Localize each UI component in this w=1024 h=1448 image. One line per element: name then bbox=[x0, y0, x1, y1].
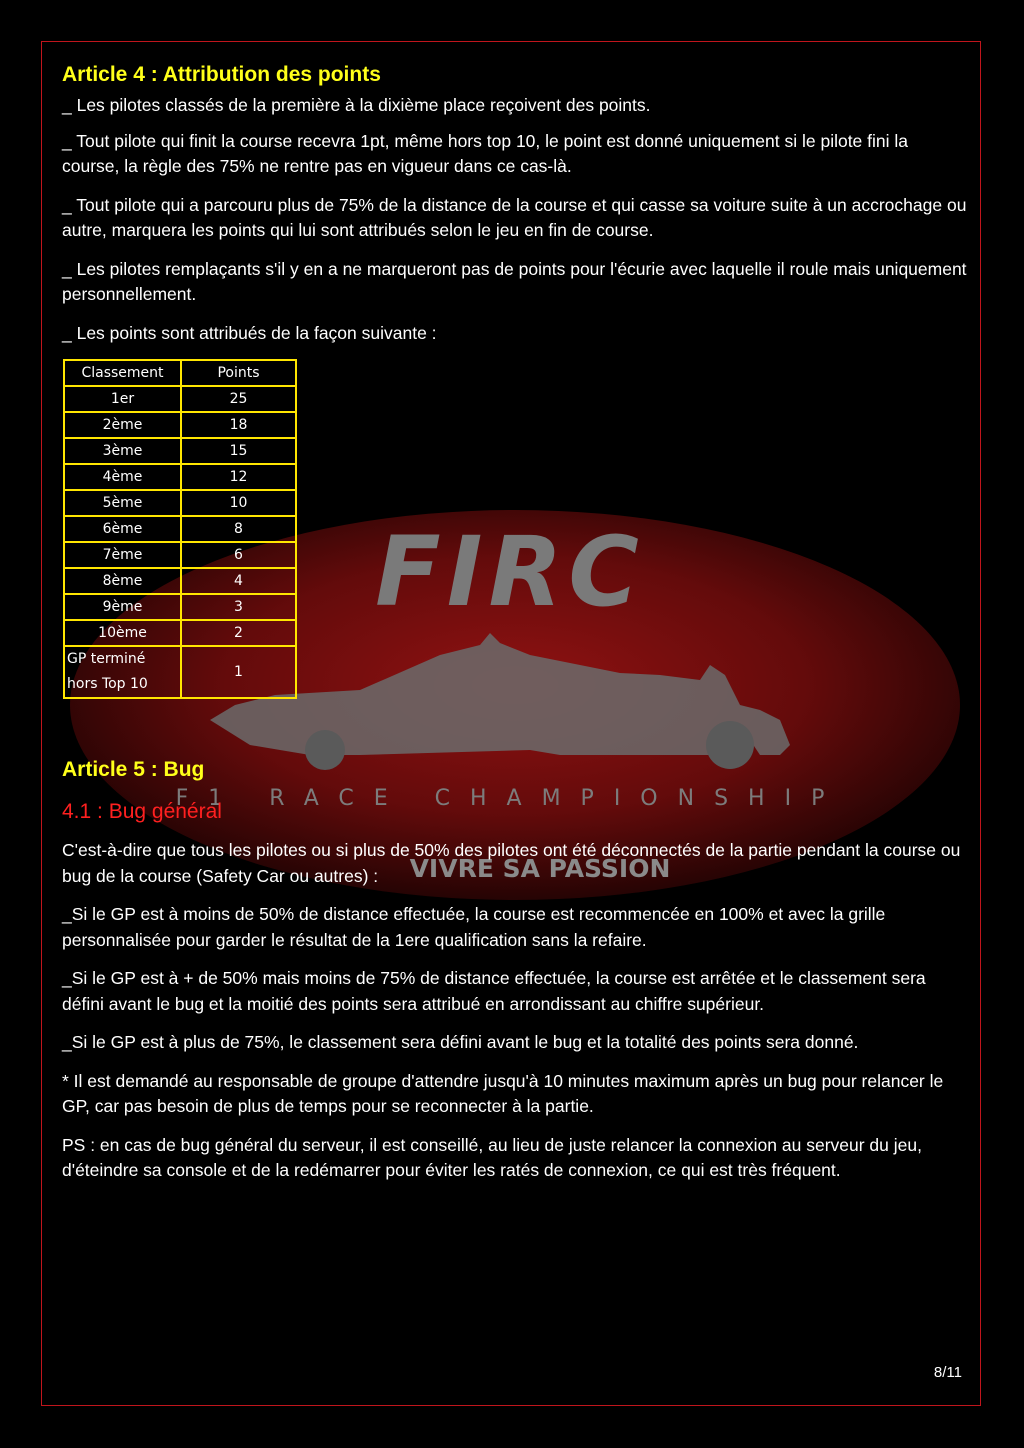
cell-rank: 10ème bbox=[64, 620, 181, 646]
cell-points: 8 bbox=[181, 516, 296, 542]
cell-rank bbox=[64, 646, 181, 698]
cell-rank: 4ème bbox=[64, 464, 181, 490]
article-5-paragraph-2: _Si le GP est à moins de 50% de distance effectuée, la course est recommencée en 100% et avec la grille personnalisée pour garder le résultat de la 1ere qualification sans la refaire. bbox=[62, 904, 886, 950]
cell-points: 6 bbox=[181, 542, 296, 568]
table-row bbox=[64, 594, 296, 620]
table-row bbox=[64, 516, 296, 542]
points-table-header bbox=[64, 360, 296, 386]
cell-points: 10 bbox=[181, 490, 296, 516]
cell-points: 4 bbox=[181, 568, 296, 594]
article-5-paragraph-3: _Si le GP est à + de 50% mais moins de 75% de distance effectuée, la course est arrêtée et le classement sera défini avant le bug et la moitié des points sera attribué en arrondissant au chiffre supérieur. bbox=[62, 968, 926, 1014]
table-row bbox=[64, 490, 296, 516]
column-header-points: Points bbox=[181, 360, 296, 386]
cell-rank: 2ème bbox=[64, 412, 181, 438]
table-row bbox=[64, 542, 296, 568]
article-5-title: Article 5 : Bug bbox=[62, 758, 205, 781]
cell-points: 18 bbox=[181, 412, 296, 438]
page-number: 8/11 bbox=[933, 1364, 962, 1381]
article-4-title: Article 4 : Attribution des points bbox=[62, 63, 381, 86]
cell-rank: 7ème bbox=[64, 542, 181, 568]
article-5-paragraph-5: * Il est demandé au responsable de groupe d'attendre jusqu'à 10 minutes maximum après un bug pour relancer le GP, car pas besoin de plus de temps pour se reconnecter à la partie. bbox=[62, 1070, 944, 1116]
watermark-logo-text: FIRC bbox=[375, 516, 645, 628]
article-4-paragraph-1: _ Les pilotes classés de la première à la dixième place reçoivent des points. bbox=[62, 95, 651, 115]
article-5-paragraph-6: PS : en cas de bug général du serveur, il est conseillé, au lieu de juste relancer la connexion au serveur du jeu, d'éteindre sa console et de la redémarrer pour éviter les ratés de connexion, ce qui est très fréquent. bbox=[62, 1134, 922, 1180]
watermark-tagline: F1 RACE CHAMPIONSHIP bbox=[175, 786, 845, 811]
article-4-paragraph-3: _ Tout pilote qui a parcouru plus de 75% de la distance de la course et qui casse sa voiture suite à un accrochage ou autre, marquera les points qui lui sont attribués selon le jeu en fin de course. bbox=[62, 194, 967, 240]
cell-points: 1 bbox=[181, 646, 296, 698]
page-content bbox=[62, 60, 967, 1194]
cell-rank: 9ème bbox=[64, 594, 181, 620]
cell-rank: 1er bbox=[64, 386, 181, 412]
table-row bbox=[64, 412, 296, 438]
cell-rank: 5ème bbox=[64, 490, 181, 516]
cell-points: 25 bbox=[181, 386, 296, 412]
cell-points: 3 bbox=[181, 594, 296, 620]
cell-rank: 8ème bbox=[64, 568, 181, 594]
cell-rank-line-2: hors Top 10 bbox=[67, 676, 148, 692]
cell-points: 15 bbox=[181, 438, 296, 464]
table-row bbox=[64, 438, 296, 464]
column-header-classement: Classement bbox=[64, 360, 181, 386]
cell-points: 2 bbox=[181, 620, 296, 646]
article-5-paragraph-4: _Si le GP est à plus de 75%, le classement sera défini avant le bug et la totalité des points sera donné. bbox=[62, 1032, 859, 1052]
cell-rank-line-1: GP terminé bbox=[67, 651, 146, 667]
table-row bbox=[64, 464, 296, 490]
cell-rank: 3ème bbox=[64, 438, 181, 464]
article-4-paragraph-2: _ Tout pilote qui finit la course recevra 1pt, même hors top 10, le point est donné uniquement si le pilote fini la course, la règle des 75% ne rentre pas en vigueur dans ce cas-là. bbox=[62, 130, 909, 176]
watermark-slogan: VIVRE SA PASSION bbox=[409, 854, 671, 883]
article-4-paragraph-5: _ Les points sont attribués de la façon suivante : bbox=[62, 322, 437, 343]
table-row bbox=[64, 568, 296, 594]
table-row bbox=[64, 620, 296, 646]
cell-points: 12 bbox=[181, 464, 296, 490]
article-4-paragraph-4: _ Les pilotes remplaçants s'il y en a ne marqueront pas de points pour l'écurie avec laquelle il roule mais uniquement personnellement. bbox=[62, 258, 967, 304]
table-row bbox=[64, 386, 296, 412]
points-table bbox=[63, 359, 297, 699]
cell-rank: 6ème bbox=[64, 516, 181, 542]
table-row bbox=[64, 646, 296, 698]
section-4-1-title: 4.1 : Bug général bbox=[62, 800, 222, 823]
article-5-paragraph-1: C'est-à-dire que tous les pilotes ou si plus de 50% des pilotes ont été déconnectés de la partie pendant la course ou bug de la course (Safety Car ou autres) : bbox=[62, 840, 961, 886]
